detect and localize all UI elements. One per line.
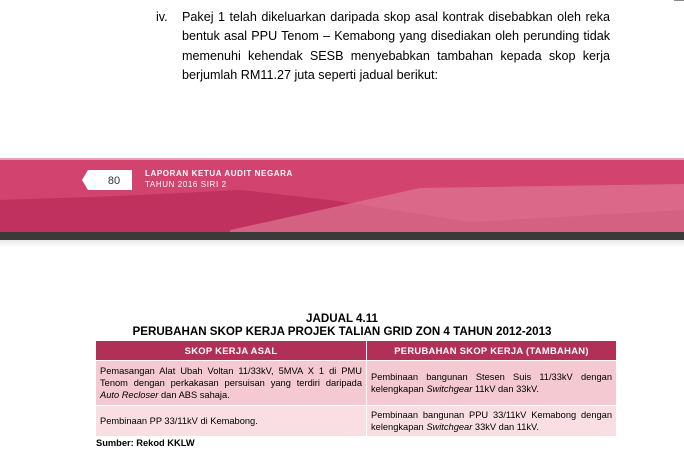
table-row: [96, 361, 617, 406]
cell-skop-asal: Pembinaan PP 33/11kV di Kemabong.: [96, 406, 367, 437]
page-gap: [0, 240, 684, 248]
page-number: 80: [107, 175, 121, 187]
cell-skop-asal: Pemasangan Alat Ubah Voltan 11/33kV, 5MVA X 1 di PMU Tenom dengan perkakasan persuisan yang terdiri daripada Auto Recloser dan ABS sahaja.: [96, 361, 367, 406]
table-row: [96, 406, 617, 437]
scope-change-table: [95, 340, 617, 437]
report-title: LAPORAN KETUA AUDIT NEGARA: [145, 169, 293, 178]
table-label: JADUAL 4.11: [306, 312, 378, 325]
table-title: PERUBAHAN SKOP KERJA PROJEK TALIAN GRID ZON 4 TAHUN 2012-2013: [132, 325, 552, 338]
paragraph-text: Pakej 1 telah dikeluarkan daripada skop asal kontrak disebabkan oleh reka bentuk asal PPU Tenom – Kemabong yang disediakan oleh perunding tidak memenuhi kehendak SESB menyebabkan tambahan kepada skop kerja berjumlah RM11.27 juta seperti jadual berikut:: [182, 10, 610, 83]
header-skop-asal: SKOP KERJA ASAL: [96, 341, 367, 361]
cell-perubahan-skop: Pembinaan bangunan Stesen Suis 11/33kV dengan kelengkapan Switchgear 11kV dan 33kV.: [367, 361, 617, 406]
header-perubahan-skop: PERUBAHAN SKOP KERJA (TAMBAHAN): [367, 341, 617, 361]
report-subtitle: TAHUN 2016 SIRI 2: [145, 180, 227, 189]
paragraph-number: iv.: [156, 10, 168, 24]
table-header-row: [96, 341, 617, 361]
table-source: Sumber: Rekod KKLW: [96, 438, 195, 448]
cell-perubahan-skop: Pembinaan bangunan PPU 33/11kV Kemabong dengan kelengkapan Switchgear 33kV dan 11kV.: [367, 406, 617, 437]
